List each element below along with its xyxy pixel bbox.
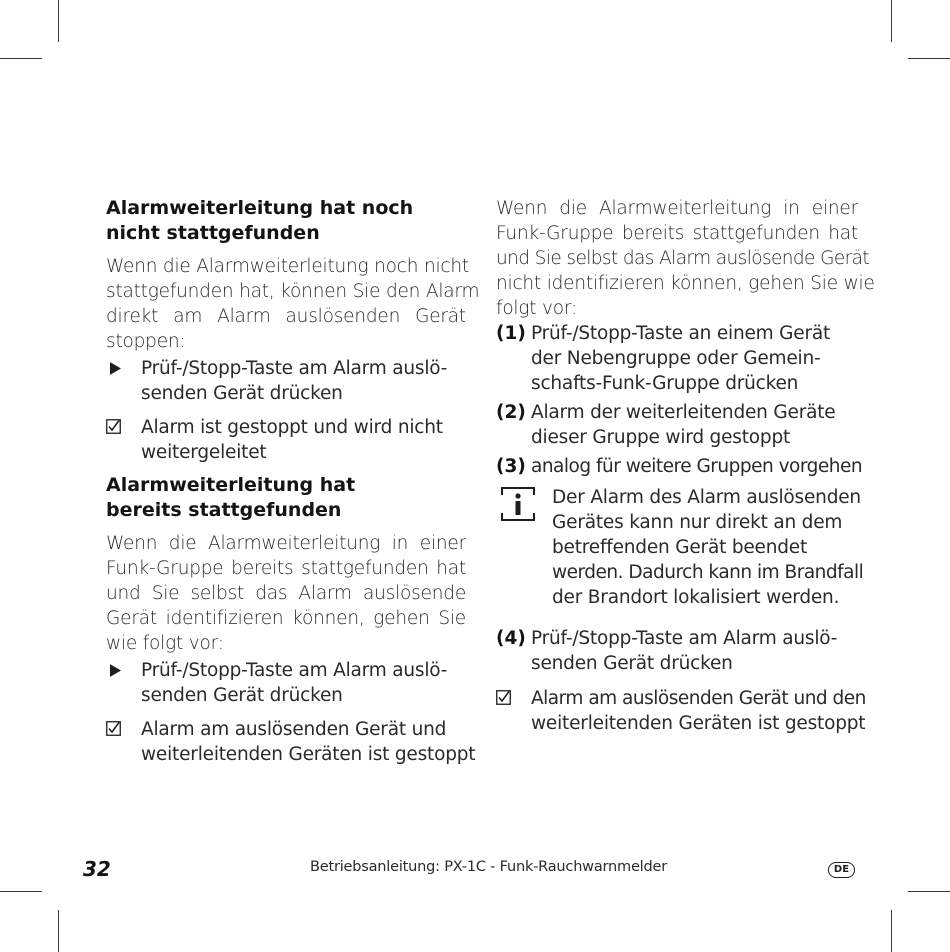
result-step: Alarm am auslösenden Gerät und den weiterleitenden Geräten ist gestoppt [496, 686, 858, 736]
numbered-step: (3) analog für weitere Gruppen vorgehen [496, 456, 863, 477]
right-column [496, 196, 875, 736]
crop-mark [908, 58, 950, 59]
left-column [106, 196, 480, 767]
crop-mark [891, 910, 892, 952]
checkbox-checked-icon [106, 721, 121, 736]
crop-mark [908, 891, 950, 892]
page-number: 32 [83, 857, 111, 881]
footer-title: Betriebsanleitung: PX-1C - Funk-Rauchwarnmelder [310, 859, 667, 875]
triangle-right-icon [110, 362, 121, 375]
action-step: Prüf-/Stopp-Taste am Alarm auslö- senden Gerät drücken [106, 356, 466, 406]
checkbox-checked-icon [496, 690, 511, 705]
triangle-right-icon [110, 664, 121, 677]
crop-mark [0, 891, 42, 892]
numbered-step: (4) Prüf-/Stopp-Taste am Alarm auslö- senden Gerät drücken [496, 628, 838, 674]
crop-mark [58, 0, 59, 42]
language-badge: DE [828, 862, 855, 878]
section-heading: Alarmweiterleitung hat noch nicht stattgefunden [106, 197, 414, 244]
action-step: Prüf-/Stopp-Taste am Alarm auslö- senden Gerät drücken [106, 658, 466, 708]
info-icon [501, 487, 535, 521]
crop-mark [58, 910, 59, 952]
paragraph: Wenn die Alarmweiterleitung in einer Funk-Gruppe bereits stattgefunden hat und Sie selbst das Alarm auslösende Gerät identifizieren können, gehen Sie wie folgt vor: [106, 533, 466, 654]
crop-mark [0, 58, 42, 59]
result-step: Alarm am auslösenden Gerät und weiterleitenden Geräten ist gestoppt [106, 717, 466, 767]
info-note: Der Alarm des Alarm auslösenden Gerätes kann nur direkt an dem betreffenden Gerät beendet werden. Dadurch kann im Brandfall der Brandort lokalisiert werden. [496, 485, 858, 610]
section-heading: Alarmweiterleitung hat bereits stattgefunden [106, 474, 356, 521]
paragraph: Wenn die Alarmweiterleitung noch nicht stattgefunden hat, können Sie den Alarm direkt am Alarm auslösenden Gerät stoppen: [106, 256, 480, 352]
result-step: Alarm ist gestoppt und wird nicht weitergeleitet [106, 415, 466, 465]
crop-mark [891, 0, 892, 42]
paragraph: Wenn die Alarmweiterleitung in einer Funk-Gruppe bereits stattgefunden hat und Sie selbst das Alarm auslösende Gerät nicht identifizieren können, gehen Sie wie folgt vor: [496, 198, 875, 319]
checkbox-checked-icon [106, 419, 121, 434]
numbered-step: (2) Alarm der weiterleitenden Geräte dieser Gruppe wird gestoppt [496, 402, 836, 448]
numbered-step: (1) Prüf-/Stopp-Taste an einem Gerät der Nebengruppe oder Gemein- schafts-Funk-Gruppe drücken [496, 323, 831, 394]
